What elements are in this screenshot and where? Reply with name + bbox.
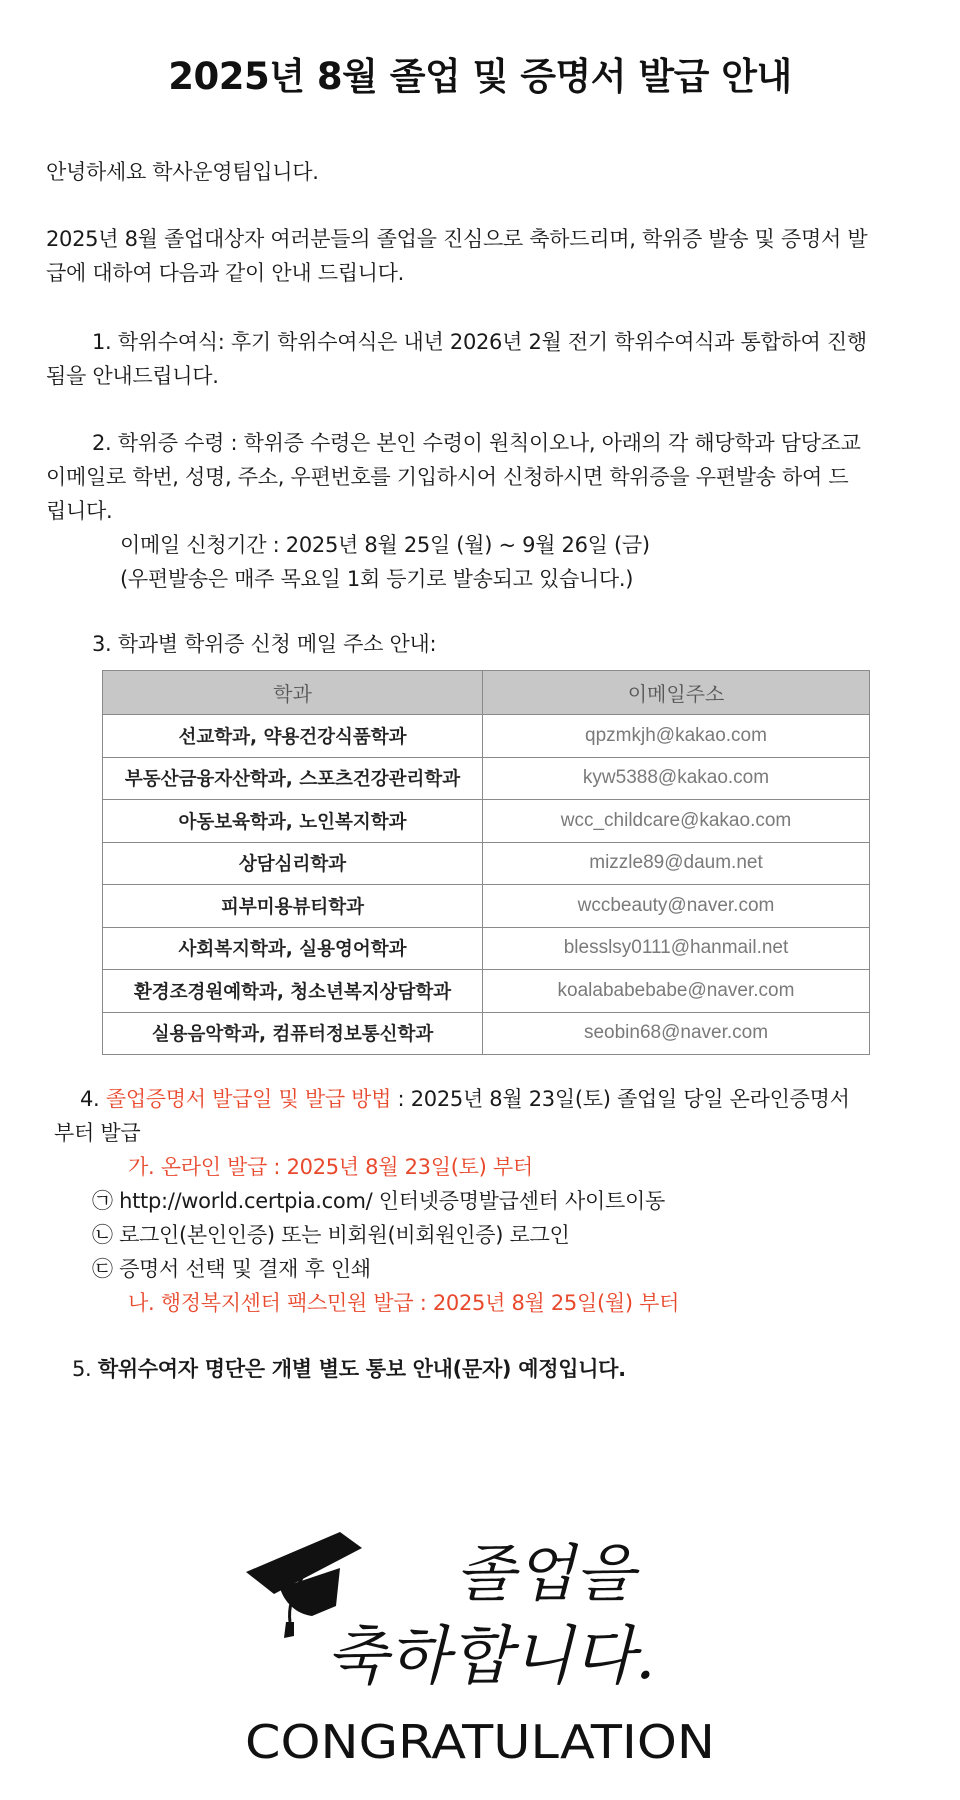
item5-text: 학위수여자 명단은 개별 별도 통보 안내(문자) 예정입니다. bbox=[97, 1357, 626, 1381]
header-department: 학과 bbox=[103, 671, 483, 715]
department-cell: 실용음악학과, 컴퓨터정보통신학과 bbox=[103, 1012, 483, 1055]
email-cell[interactable]: seobin68@naver.com bbox=[483, 1012, 870, 1055]
item4-highlight: 졸업증명서 발급일 및 발급 방법 bbox=[105, 1087, 392, 1111]
item5 bbox=[72, 1352, 626, 1386]
department-cell: 선교학과, 약용건강식품학과 bbox=[103, 715, 483, 758]
department-cell: 환경조경원예학과, 청소년복지상담학과 bbox=[103, 970, 483, 1013]
email-cell[interactable]: koalababebabe@naver.com bbox=[483, 970, 870, 1013]
item4-fax-issue: 나. 행정복지센터 팩스민원 발급 : 2025년 8월 25일(월) 부터 bbox=[128, 1291, 680, 1315]
table-row bbox=[103, 927, 870, 970]
department-email-table bbox=[102, 670, 870, 1055]
email-cell[interactable]: kyw5388@kakao.com bbox=[483, 757, 870, 800]
department-cell: 아동보육학과, 노인복지학과 bbox=[103, 800, 483, 843]
intro-line-2: 급에 대하여 다음과 같이 안내 드립니다. bbox=[46, 261, 405, 285]
department-cell: 피부미용뷰티학과 bbox=[103, 885, 483, 928]
email-cell[interactable]: blesslsy0111@hanmail.net bbox=[483, 927, 870, 970]
table-row bbox=[103, 885, 870, 928]
item2-line-3: 립니다. bbox=[46, 499, 113, 523]
item3-heading: 3. 학과별 학위증 신청 메일 주소 안내: bbox=[92, 632, 437, 656]
email-cell[interactable]: wccbeauty@naver.com bbox=[483, 885, 870, 928]
table-row bbox=[103, 715, 870, 758]
table-row bbox=[103, 757, 870, 800]
intro-line-1: 2025년 8월 졸업대상자 여러분들의 졸업을 진심으로 축하드리며, 학위증 발송 및 증명서 발 bbox=[46, 227, 868, 251]
greeting: 안녕하세요 학사운영팀입니다. bbox=[46, 160, 319, 184]
page-title: 2025년 8월 졸업 및 증명서 발급 안내 bbox=[168, 55, 792, 98]
table-row bbox=[103, 800, 870, 843]
department-cell: 사회복지학과, 실용영어학과 bbox=[103, 927, 483, 970]
item4-step-3: ㉢ 증명서 선택 및 결재 후 인쇄 bbox=[92, 1257, 371, 1281]
header-email: 이메일주소 bbox=[483, 671, 870, 715]
item4-step-1: ㉠ http://world.certpia.com/ 인터넷증명발급센터 사이트이동 bbox=[92, 1189, 665, 1213]
item2-line-1: 2. 학위증 수령 : 학위증 수령은 본인 수령이 원칙이오나, 아래의 각 해당학과 담당조교 bbox=[92, 431, 861, 455]
table-row bbox=[103, 970, 870, 1013]
item4-step-2: ㉡ 로그인(본인인증) 또는 비회원(비회원인증) 로그인 bbox=[92, 1223, 570, 1247]
congratulations-logo bbox=[240, 1490, 720, 1790]
item4-number: 4. bbox=[80, 1087, 100, 1111]
item1-line-2: 됨을 안내드립니다. bbox=[46, 364, 219, 388]
congrats-english: CONGRATULATION bbox=[245, 1715, 715, 1769]
table-row bbox=[103, 842, 870, 885]
table-header-row bbox=[103, 671, 870, 715]
email-cell[interactable]: wcc_childcare@kakao.com bbox=[483, 800, 870, 843]
item2-line-2: 이메일로 학번, 성명, 주소, 우편번호를 기입하시어 신청하시면 학위증을 우편발송 하여 드 bbox=[46, 465, 849, 489]
congrats-line-2: 축하합니다. bbox=[326, 1620, 656, 1694]
item4-online-issue: 가. 온라인 발급 : 2025년 8월 23일(토) 부터 bbox=[128, 1155, 533, 1179]
department-cell: 부동산금융자산학과, 스포츠건강관리학과 bbox=[103, 757, 483, 800]
item1-line-1: 1. 학위수여식: 후기 학위수여식은 내년 2026년 2월 전기 학위수여식과 통합하여 진행 bbox=[92, 330, 867, 354]
department-cell: 상담심리학과 bbox=[103, 842, 483, 885]
item4-line-1 bbox=[80, 1082, 850, 1116]
item4-line-2: 부터 발급 bbox=[54, 1121, 141, 1145]
email-cell[interactable]: mizzle89@daum.net bbox=[483, 842, 870, 885]
congrats-line-1: 졸업을 bbox=[455, 1537, 635, 1610]
item5-number: 5. bbox=[72, 1357, 92, 1381]
item2-period: 이메일 신청기간 : 2025년 8월 25일 (월) ~ 9월 26일 (금) bbox=[120, 533, 650, 557]
table-row bbox=[103, 1012, 870, 1055]
email-cell[interactable]: qpzmkjh@kakao.com bbox=[483, 715, 870, 758]
item4-rest: : 2025년 8월 23일(토) 졸업일 당일 온라인증명서 bbox=[397, 1087, 850, 1111]
item2-note: (우편발송은 매주 목요일 1회 등기로 발송되고 있습니다.) bbox=[120, 567, 634, 591]
